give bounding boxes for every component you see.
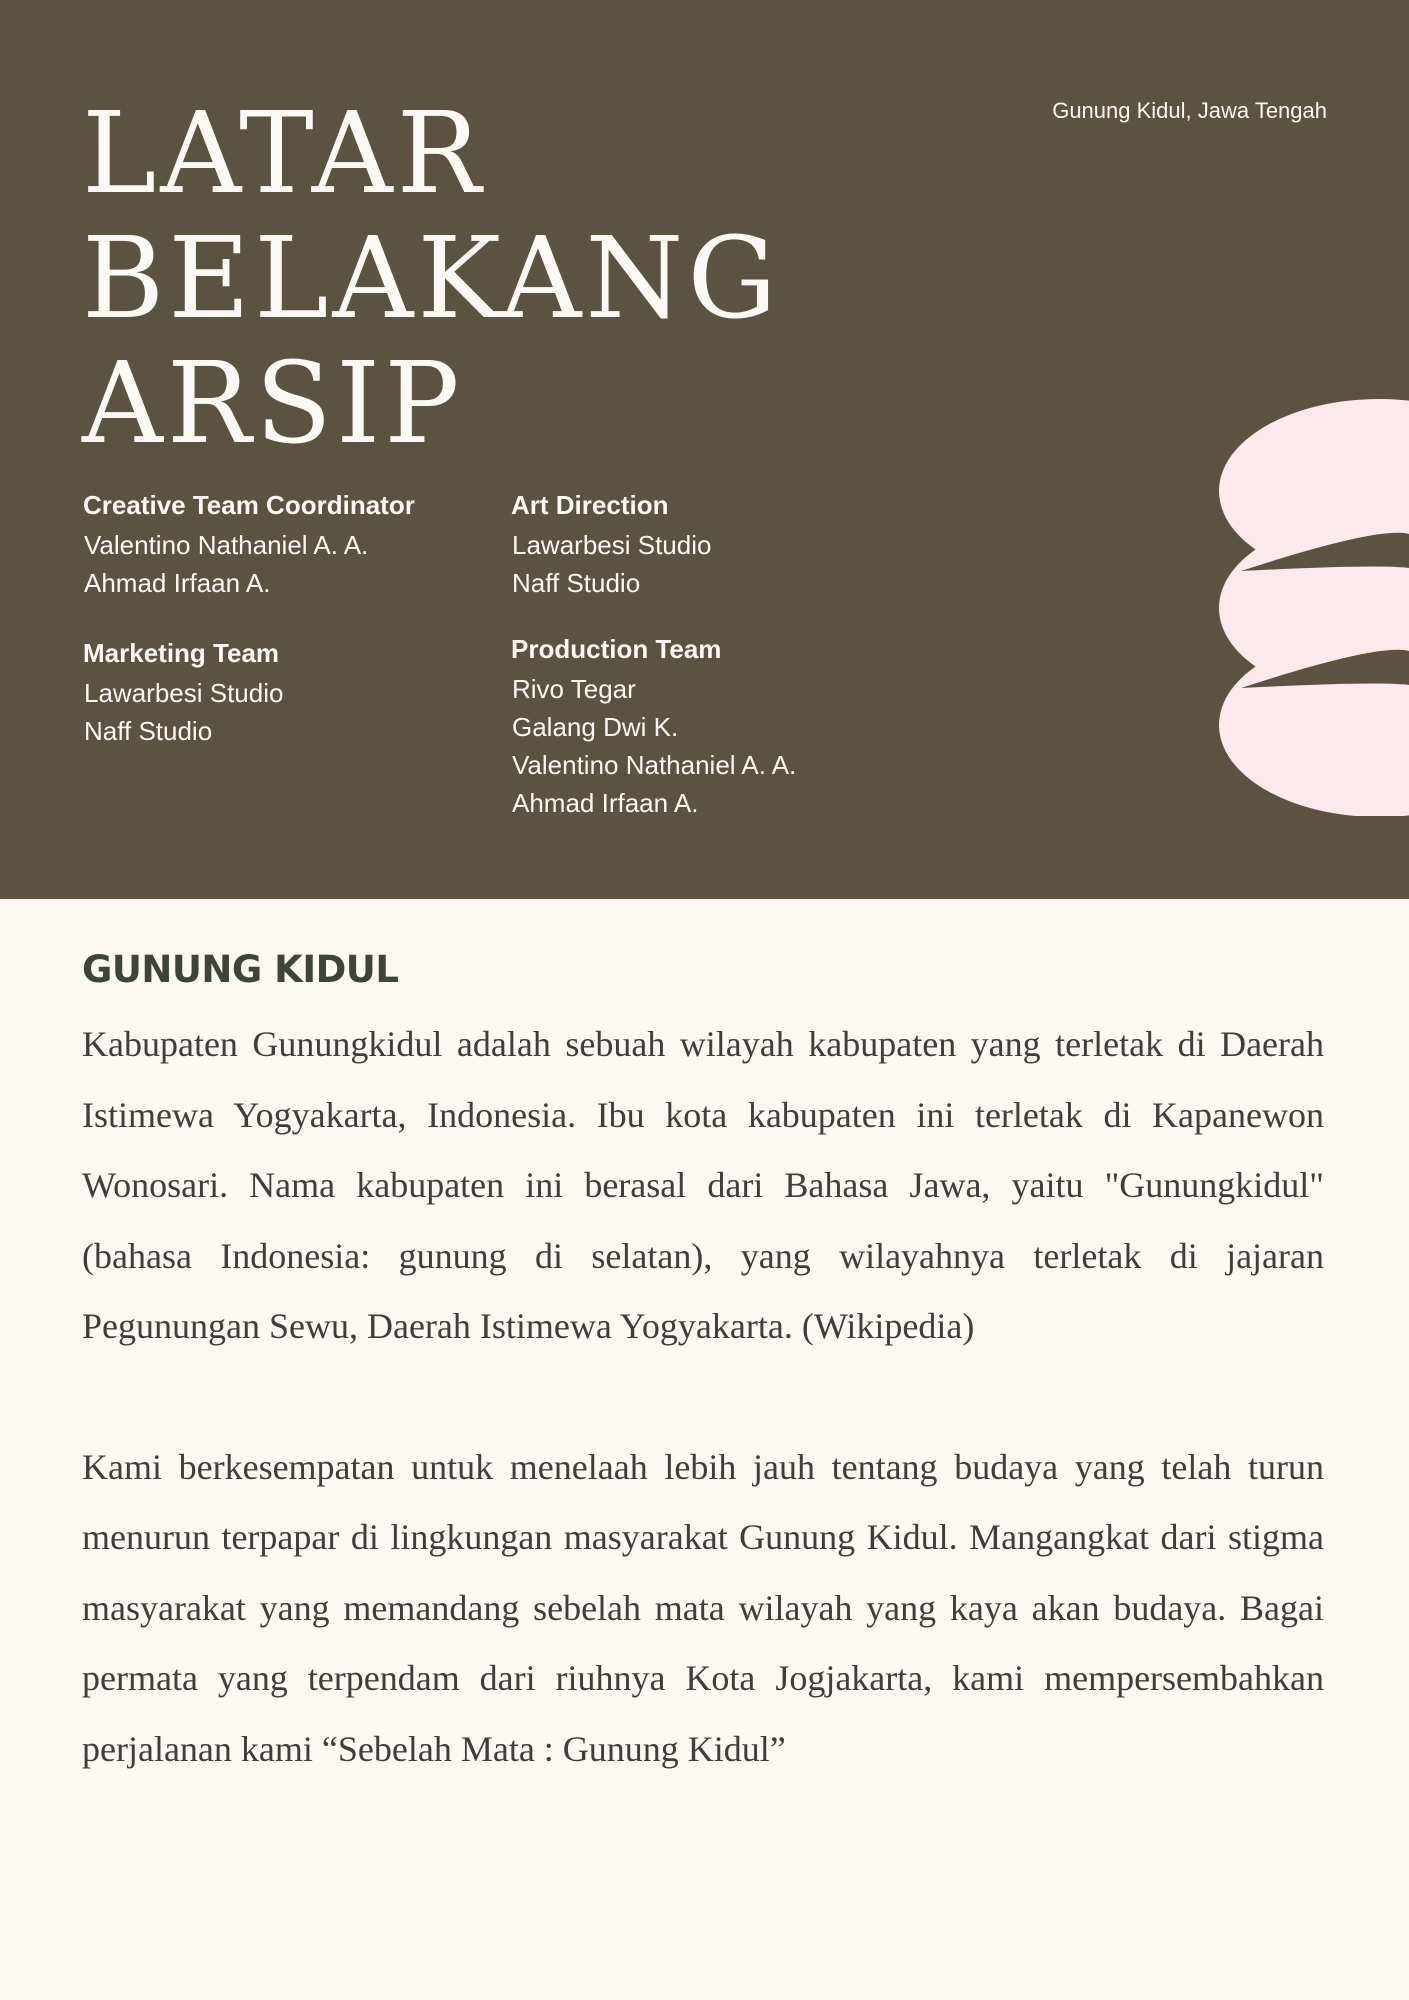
body-paragraph: Kami berkesempatan untuk menelaah lebih jauh tentang budaya yang telah turun menurun terpapar di lingkungan masyarakat Gunung Kidul. Mangangkat dari stigma masyarakat yang memandang sebelah mata wilayah yang kaya akan budaya. Bagai permata yang terpendam dari riuhnya Kota Jogjakarta, kami mempersembahkan perjalanan kami “Sebelah Mata : Gunung Kidul”	[82, 1446, 1324, 1769]
credit-member: Naff Studio	[84, 716, 213, 746]
title-line: ARSIP	[82, 339, 464, 469]
credit-group-creative	[83, 488, 415, 602]
credit-member: Galang Dwi K.	[512, 712, 679, 742]
credit-group-marketing	[83, 636, 415, 750]
credits-column-right	[511, 488, 796, 822]
credit-member: Valentino Nathaniel A. A.	[84, 530, 369, 560]
credit-group-title: Art Direction	[511, 490, 669, 520]
section-heading: GUNUNG KIDUL	[82, 948, 399, 991]
stacked-ovals-decoration	[1109, 396, 1409, 816]
credit-member: Ahmad Irfaan A.	[512, 788, 699, 818]
title-line: LATAR	[82, 89, 485, 219]
credits-column-left	[83, 488, 415, 750]
credit-group-title: Marketing Team	[83, 638, 280, 668]
header-banner	[0, 0, 1409, 899]
credit-member: Lawarbesi Studio	[84, 678, 284, 708]
credit-group-art-direction	[511, 488, 796, 602]
credit-group-production	[511, 632, 796, 822]
credit-member: Lawarbesi Studio	[512, 530, 712, 560]
main-content	[82, 948, 1324, 1784]
credit-member: Naff Studio	[512, 568, 641, 598]
credit-group-title: Creative Team Coordinator	[83, 490, 415, 520]
page-title	[82, 89, 781, 469]
location-label: Gunung Kidul, Jawa Tengah	[1052, 98, 1327, 123]
credit-group-title: Production Team	[511, 634, 722, 664]
credit-member: Ahmad Irfaan A.	[84, 568, 271, 598]
title-line: BELAKANG	[82, 214, 781, 344]
credit-member: Rivo Tegar	[512, 674, 636, 704]
body-paragraph: Kabupaten Gunungkidul adalah sebuah wilayah kabupaten yang terletak di Daerah Istimewa Yogyakarta, Indonesia. Ibu kota kabupaten ini terletak di Kapanewon Wonosari. Nama kabupaten ini berasal dari Bahasa Jawa, yaitu "Gunungkidul" (bahasa Indonesia: gunung di selatan), yang wilayahnya terletak di jajaran Pegunungan Sewu, Daerah Istimewa Yogyakarta. (Wikipedia)	[82, 1024, 1324, 1346]
credit-member: Valentino Nathaniel A. A.	[512, 750, 797, 780]
